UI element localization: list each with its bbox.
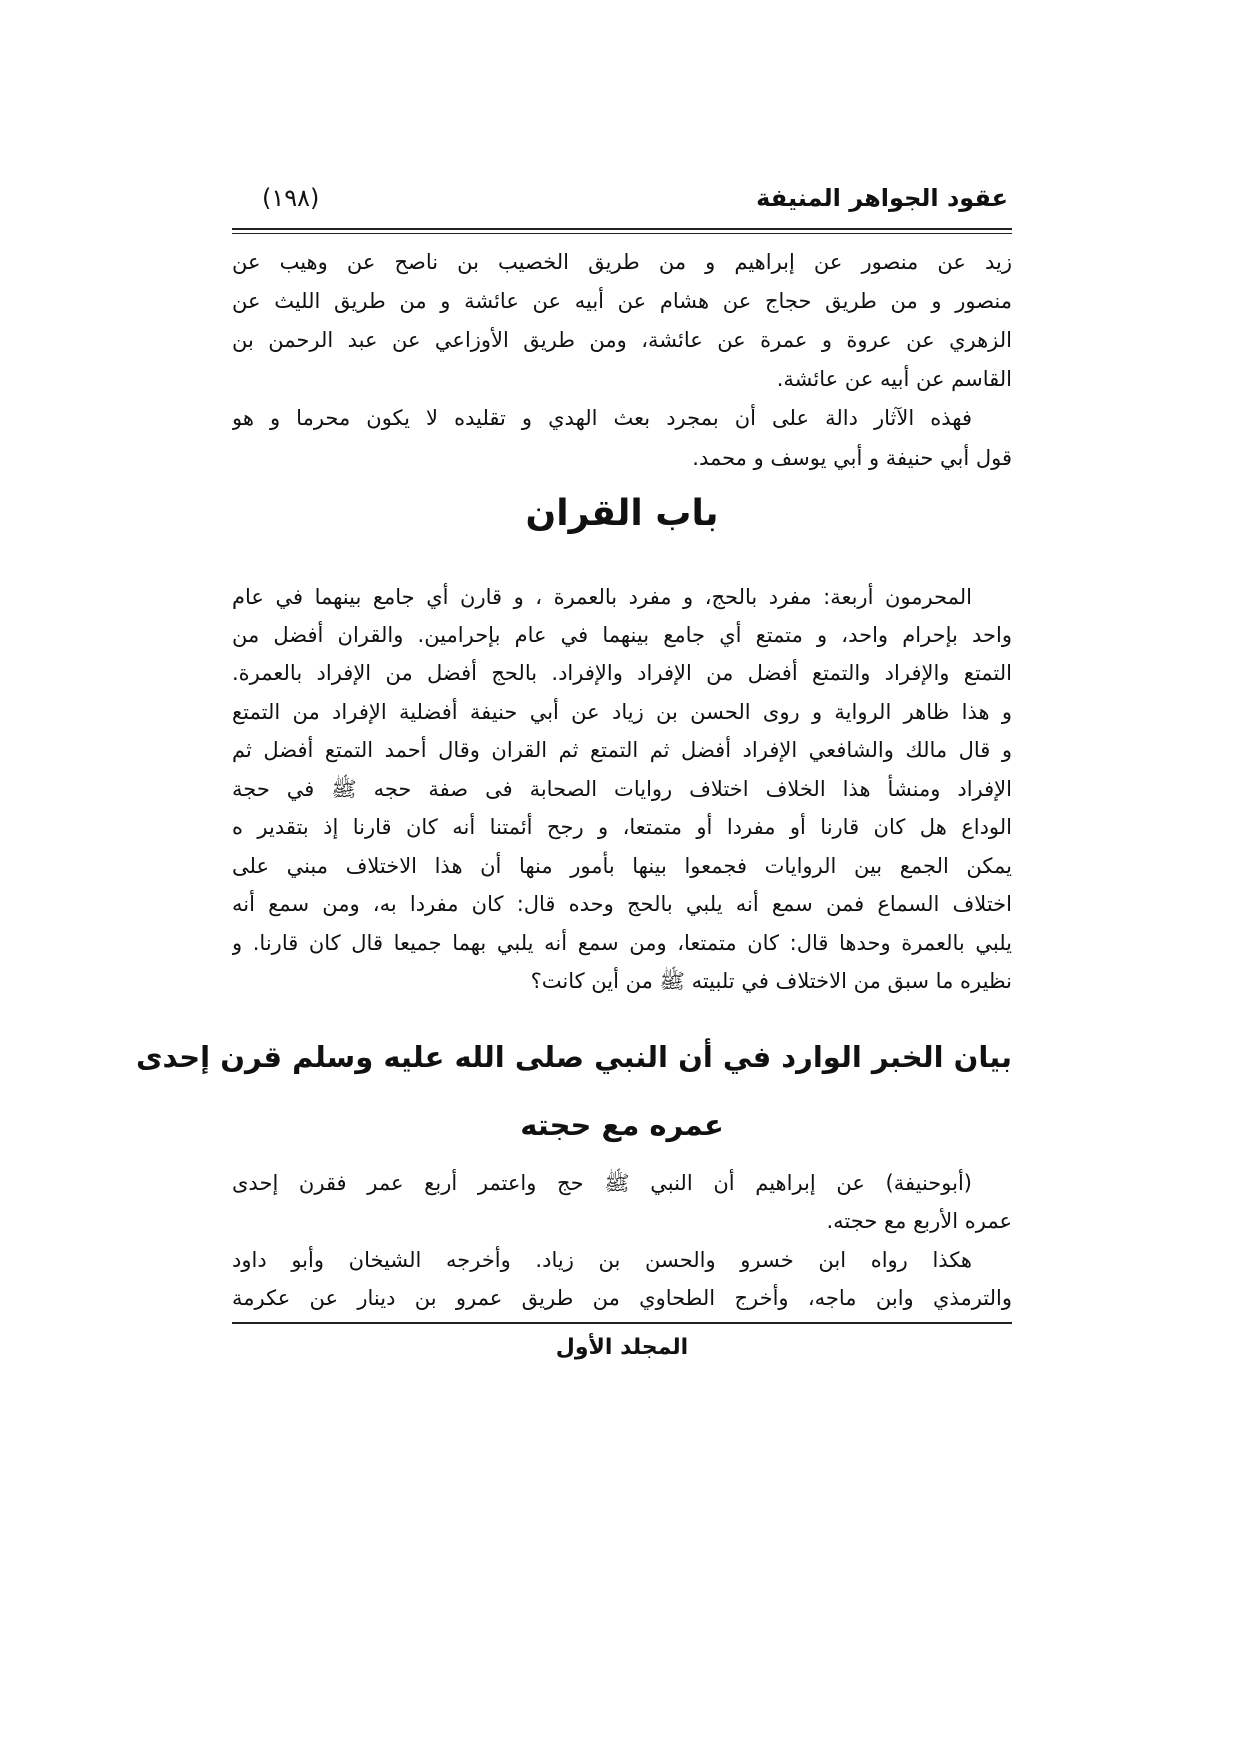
section-heading: باب القران bbox=[525, 493, 719, 534]
text-line: الوداع هل كان قارنا أو مفردا أو متمتعا، و رجح أئمتنا أنه كان قارنا إذ بتقدير ه bbox=[232, 815, 1012, 839]
header-rule bbox=[232, 228, 1012, 230]
text-line: الإفراد ومنشأ هذا الخلاف اختلاف روايات الصحابة فى صفة حجه ﷺ في حجة bbox=[232, 777, 1012, 801]
text-line: يلبي بالعمرة وحدها قال: كان متمتعا، ومن سمع أنه يلبي بهما جميعا قال كان قارنا. و bbox=[232, 931, 1012, 955]
text-line: و هذا ظاهر الرواية و روى الحسن بن زياد عن أبي حنيفة أفضلية الإفراد من التمتع bbox=[232, 700, 1012, 724]
text-line: التمتع والإفراد والتمتع أفضل من الإفراد والإفراد. بالحج أفضل من الإفراد بالعمرة. bbox=[232, 661, 1012, 685]
text-line: هكذا رواه ابن خسرو والحسن بن زياد. وأخرجه الشيخان وأبو داود bbox=[232, 1248, 972, 1272]
volume-footer: المجلد الأول bbox=[555, 1335, 689, 1360]
text-line: عمره الأربع مع حجته. bbox=[826, 1209, 1012, 1233]
footer-rule bbox=[232, 1322, 1012, 1324]
text-line: يمكن الجمع بين الروايات فجمعوا بينها بأمور منها أن هذا الاختلاف مبني على bbox=[232, 854, 1012, 878]
subsection-heading-line: عمره مع حجته bbox=[520, 1108, 724, 1142]
page-number: (١٩٨) bbox=[262, 184, 320, 212]
subsection-heading-line: بيان الخبر الوارد في أن النبي صلى الله عليه وسلم قرن إحدى bbox=[135, 1040, 1012, 1074]
text-line: الزهري عن عروة و عمرة عن عائشة، ومن طريق الأوزاعي عن عبد الرحمن بن bbox=[232, 328, 1012, 352]
text-line: زيد عن منصور عن إبراهيم و من طريق الخصيب بن ناصح عن وهيب عن bbox=[232, 250, 1012, 274]
text-line: (أبوحنيفة) عن إبراهيم أن النبي ﷺ حج واعتمر أربع عمر فقرن إحدى bbox=[232, 1171, 972, 1195]
text-line: اختلاف السماع فمن سمع أنه يلبي بالحج وحده قال: كان مفردا به، ومن سمع أنه bbox=[232, 892, 1012, 916]
text-line: و قال مالك والشافعي الإفراد أفضل ثم التمتع ثم القران وقال أحمد التمتع أفضل ثم bbox=[232, 738, 1012, 762]
text-line: قول أبي حنيفة و أبي يوسف و محمد. bbox=[692, 446, 1012, 470]
running-header-title: عقود الجواهر المنيفة bbox=[756, 184, 1008, 212]
text-line: منصور و من طريق حجاج عن هشام عن أبيه عن عائشة و من طريق الليث عن bbox=[232, 289, 1012, 313]
text-line: فهذه الآثار دالة على أن بمجرد بعث الهدي و تقليده لا يكون محرما و هو bbox=[232, 406, 972, 430]
text-line: واحد بإحرام واحد، و متمتع أي جامع بينهما في عام بإحرامين. والقران أفضل من bbox=[232, 623, 1012, 647]
text-line: نظيره ما سبق من الاختلاف في تلبيته ﷺ من أين كانت؟ bbox=[530, 969, 1012, 993]
text-line: والترمذي وابن ماجه، وأخرج الطحاوي من طريق عمرو بن دينار عن عكرمة bbox=[232, 1286, 1012, 1310]
header-rule-thin bbox=[232, 233, 1012, 234]
text-line: المحرمون أربعة: مفرد بالحج، و مفرد بالعمرة ، و قارن أي جامع بينهما في عام bbox=[232, 585, 972, 609]
text-line: القاسم عن أبيه عن عائشة. bbox=[776, 367, 1012, 391]
